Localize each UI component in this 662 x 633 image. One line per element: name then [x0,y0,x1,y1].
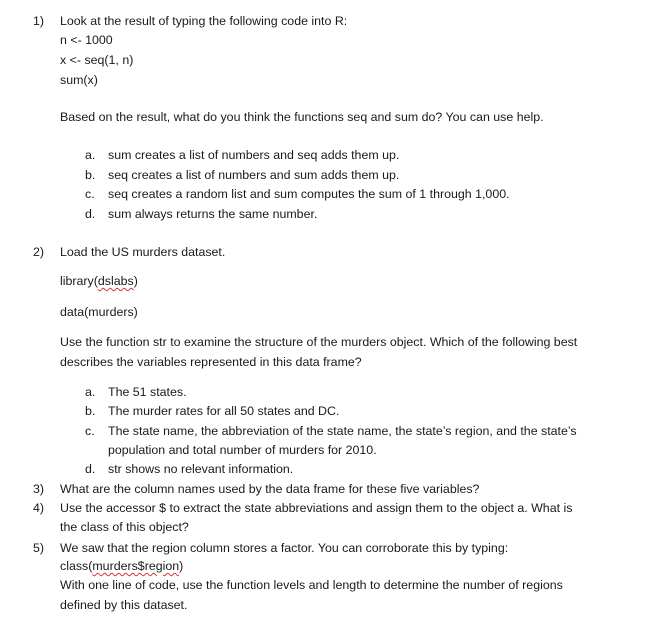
q4-text-line-2: the class of this object? [60,520,189,534]
q1-option-a-text: sum creates a list of numbers and seq adds them up. [108,148,400,162]
q5-number: 5) [33,541,45,555]
q2-code-line-1: library(dslabs) [60,274,138,288]
q2-option-c-letter: c. [85,424,95,438]
q3-number: 3) [33,482,45,496]
q2-question-line-1: Use the function str to examine the structure of the murders object. Which of the following best [60,335,578,349]
q2-option-d-text: str shows no relevant information. [108,462,294,476]
q2-question-line-2: describes the variables represented in this data frame? [60,355,362,369]
q4-number: 4) [33,501,45,515]
spellcheck-squiggle: murders$region [92,559,180,573]
q1-option-b-letter: b. [85,168,96,182]
q1-option-d-text: sum always returns the same number. [108,207,318,221]
q2-option-a-text: The 51 states. [108,385,187,399]
q2-code-line-2: data(murders) [60,305,138,319]
q2-option-c-text-line-2: population and total number of murders for 2010. [108,443,377,457]
q1-code-line-1: n <- 1000 [60,33,113,47]
spellcheck-squiggle: dslabs [97,274,134,288]
q5-code-line: class(murders$region) [60,559,184,573]
q5-text-line-3: defined by this dataset. [60,598,188,612]
q4-text-line-1: Use the accessor $ to extract the state abbreviations and assign them to the object a. What is [60,501,573,515]
q2-option-a-letter: a. [85,385,96,399]
q3-text: What are the column names used by the data frame for these five variables? [60,482,480,496]
q2-option-d-letter: d. [85,462,96,476]
q5-text-line-2: With one line of code, use the function levels and length to determine the number of regions [60,578,563,592]
q2-option-b-text: The murder rates for all 50 states and DC. [108,404,340,418]
q2-prompt: Load the US murders dataset. [60,245,226,259]
q2-number: 2) [33,245,45,259]
q1-number: 1) [33,14,45,28]
q1-option-c-letter: c. [85,187,95,201]
q1-code-line-2: x <- seq(1, n) [60,53,134,67]
q1-question: Based on the result, what do you think the functions seq and sum do? You can use help. [60,110,544,124]
q1-option-d-letter: d. [85,207,96,221]
q1-option-a-letter: a. [85,148,96,162]
q1-code-line-3: sum(x) [60,73,98,87]
q2-option-c-text-line-1: The state name, the abbreviation of the state name, the state’s region, and the state’s [108,424,577,438]
q5-text-line-1: We saw that the region column stores a factor. You can corroborate this by typing: [60,541,509,555]
q2-option-b-letter: b. [85,404,96,418]
q1-prompt: Look at the result of typing the following code into R: [60,14,348,28]
q1-option-c-text: seq creates a random list and sum computes the sum of 1 through 1,000. [108,187,510,201]
q1-option-b-text: seq creates a list of numbers and sum adds them up. [108,168,400,182]
